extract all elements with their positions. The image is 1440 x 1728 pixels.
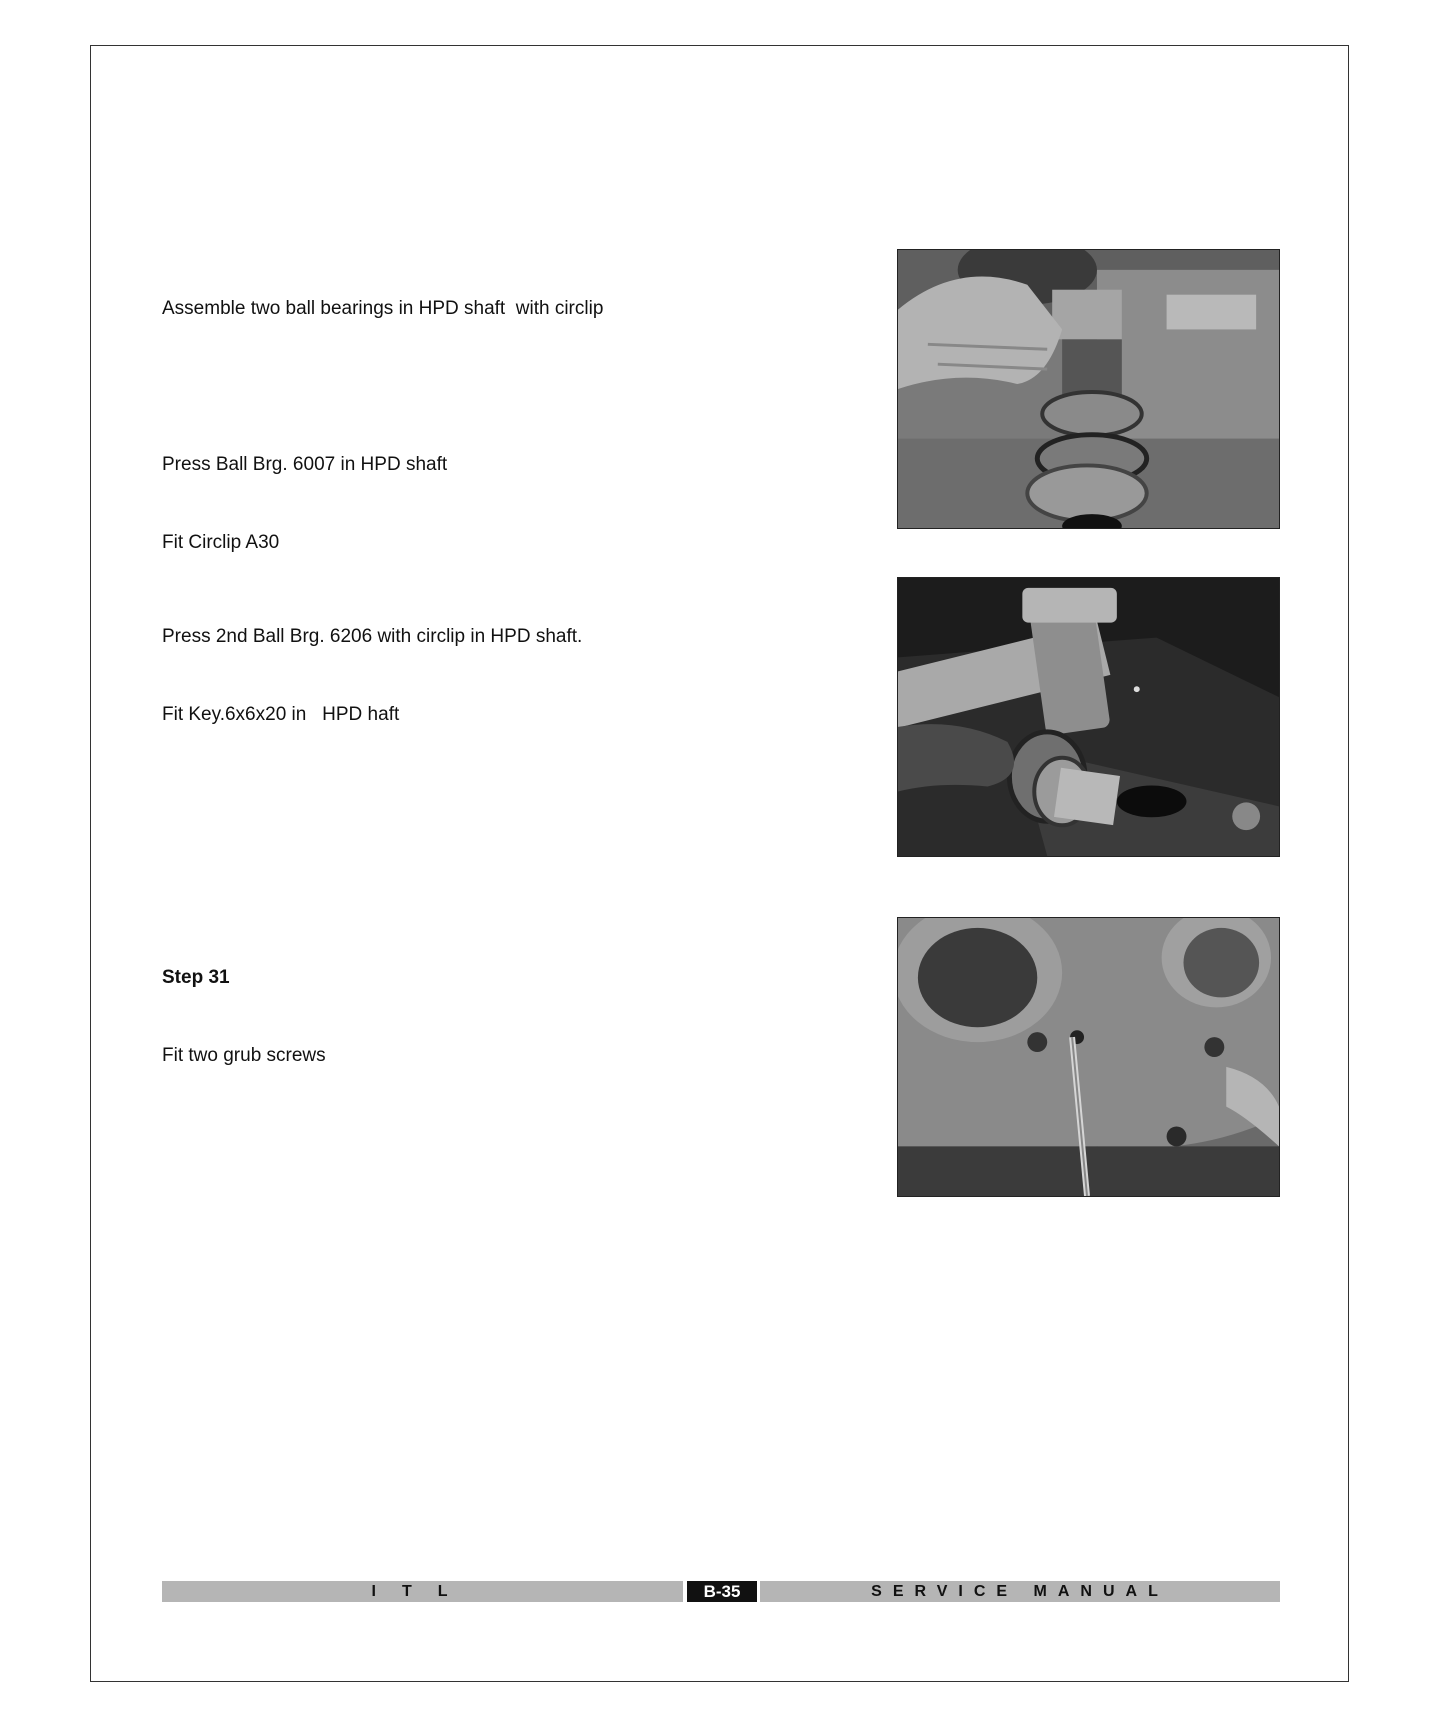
instruction-line: Press Ball Brg. 6007 in HPD shaft — [162, 454, 448, 475]
instruction-block-1 — [162, 244, 603, 582]
photo-bearing-press — [897, 249, 1280, 529]
photo-key-fitting — [897, 577, 1280, 857]
instruction-line: Assemble two ball bearings in HPD shaft with circlip — [162, 298, 604, 319]
instruction-block-3 — [162, 913, 326, 1095]
photo-grub-screws — [897, 917, 1280, 1197]
footer-left-segment — [162, 1581, 683, 1602]
footer-right-segment — [760, 1581, 1280, 1602]
step-heading: Step 31 — [162, 967, 230, 988]
instruction-line: Fit two grub screws — [162, 1045, 326, 1066]
footer-company: ITL — [371, 1583, 474, 1600]
instruction-block-2 — [162, 572, 582, 754]
footer-bar — [162, 1581, 1280, 1602]
instruction-line: Fit Circlip A30 — [162, 532, 280, 553]
instruction-line — [162, 374, 603, 400]
instruction-line: Press 2nd Ball Brg. 6206 with circlip in HPD shaft. — [162, 626, 583, 647]
footer-title: SERVICE MANUAL — [871, 1583, 1169, 1600]
page-number: B-35 — [687, 1581, 757, 1602]
instruction-line: Fit Key.6x6x20 in HPD haft — [162, 704, 400, 725]
